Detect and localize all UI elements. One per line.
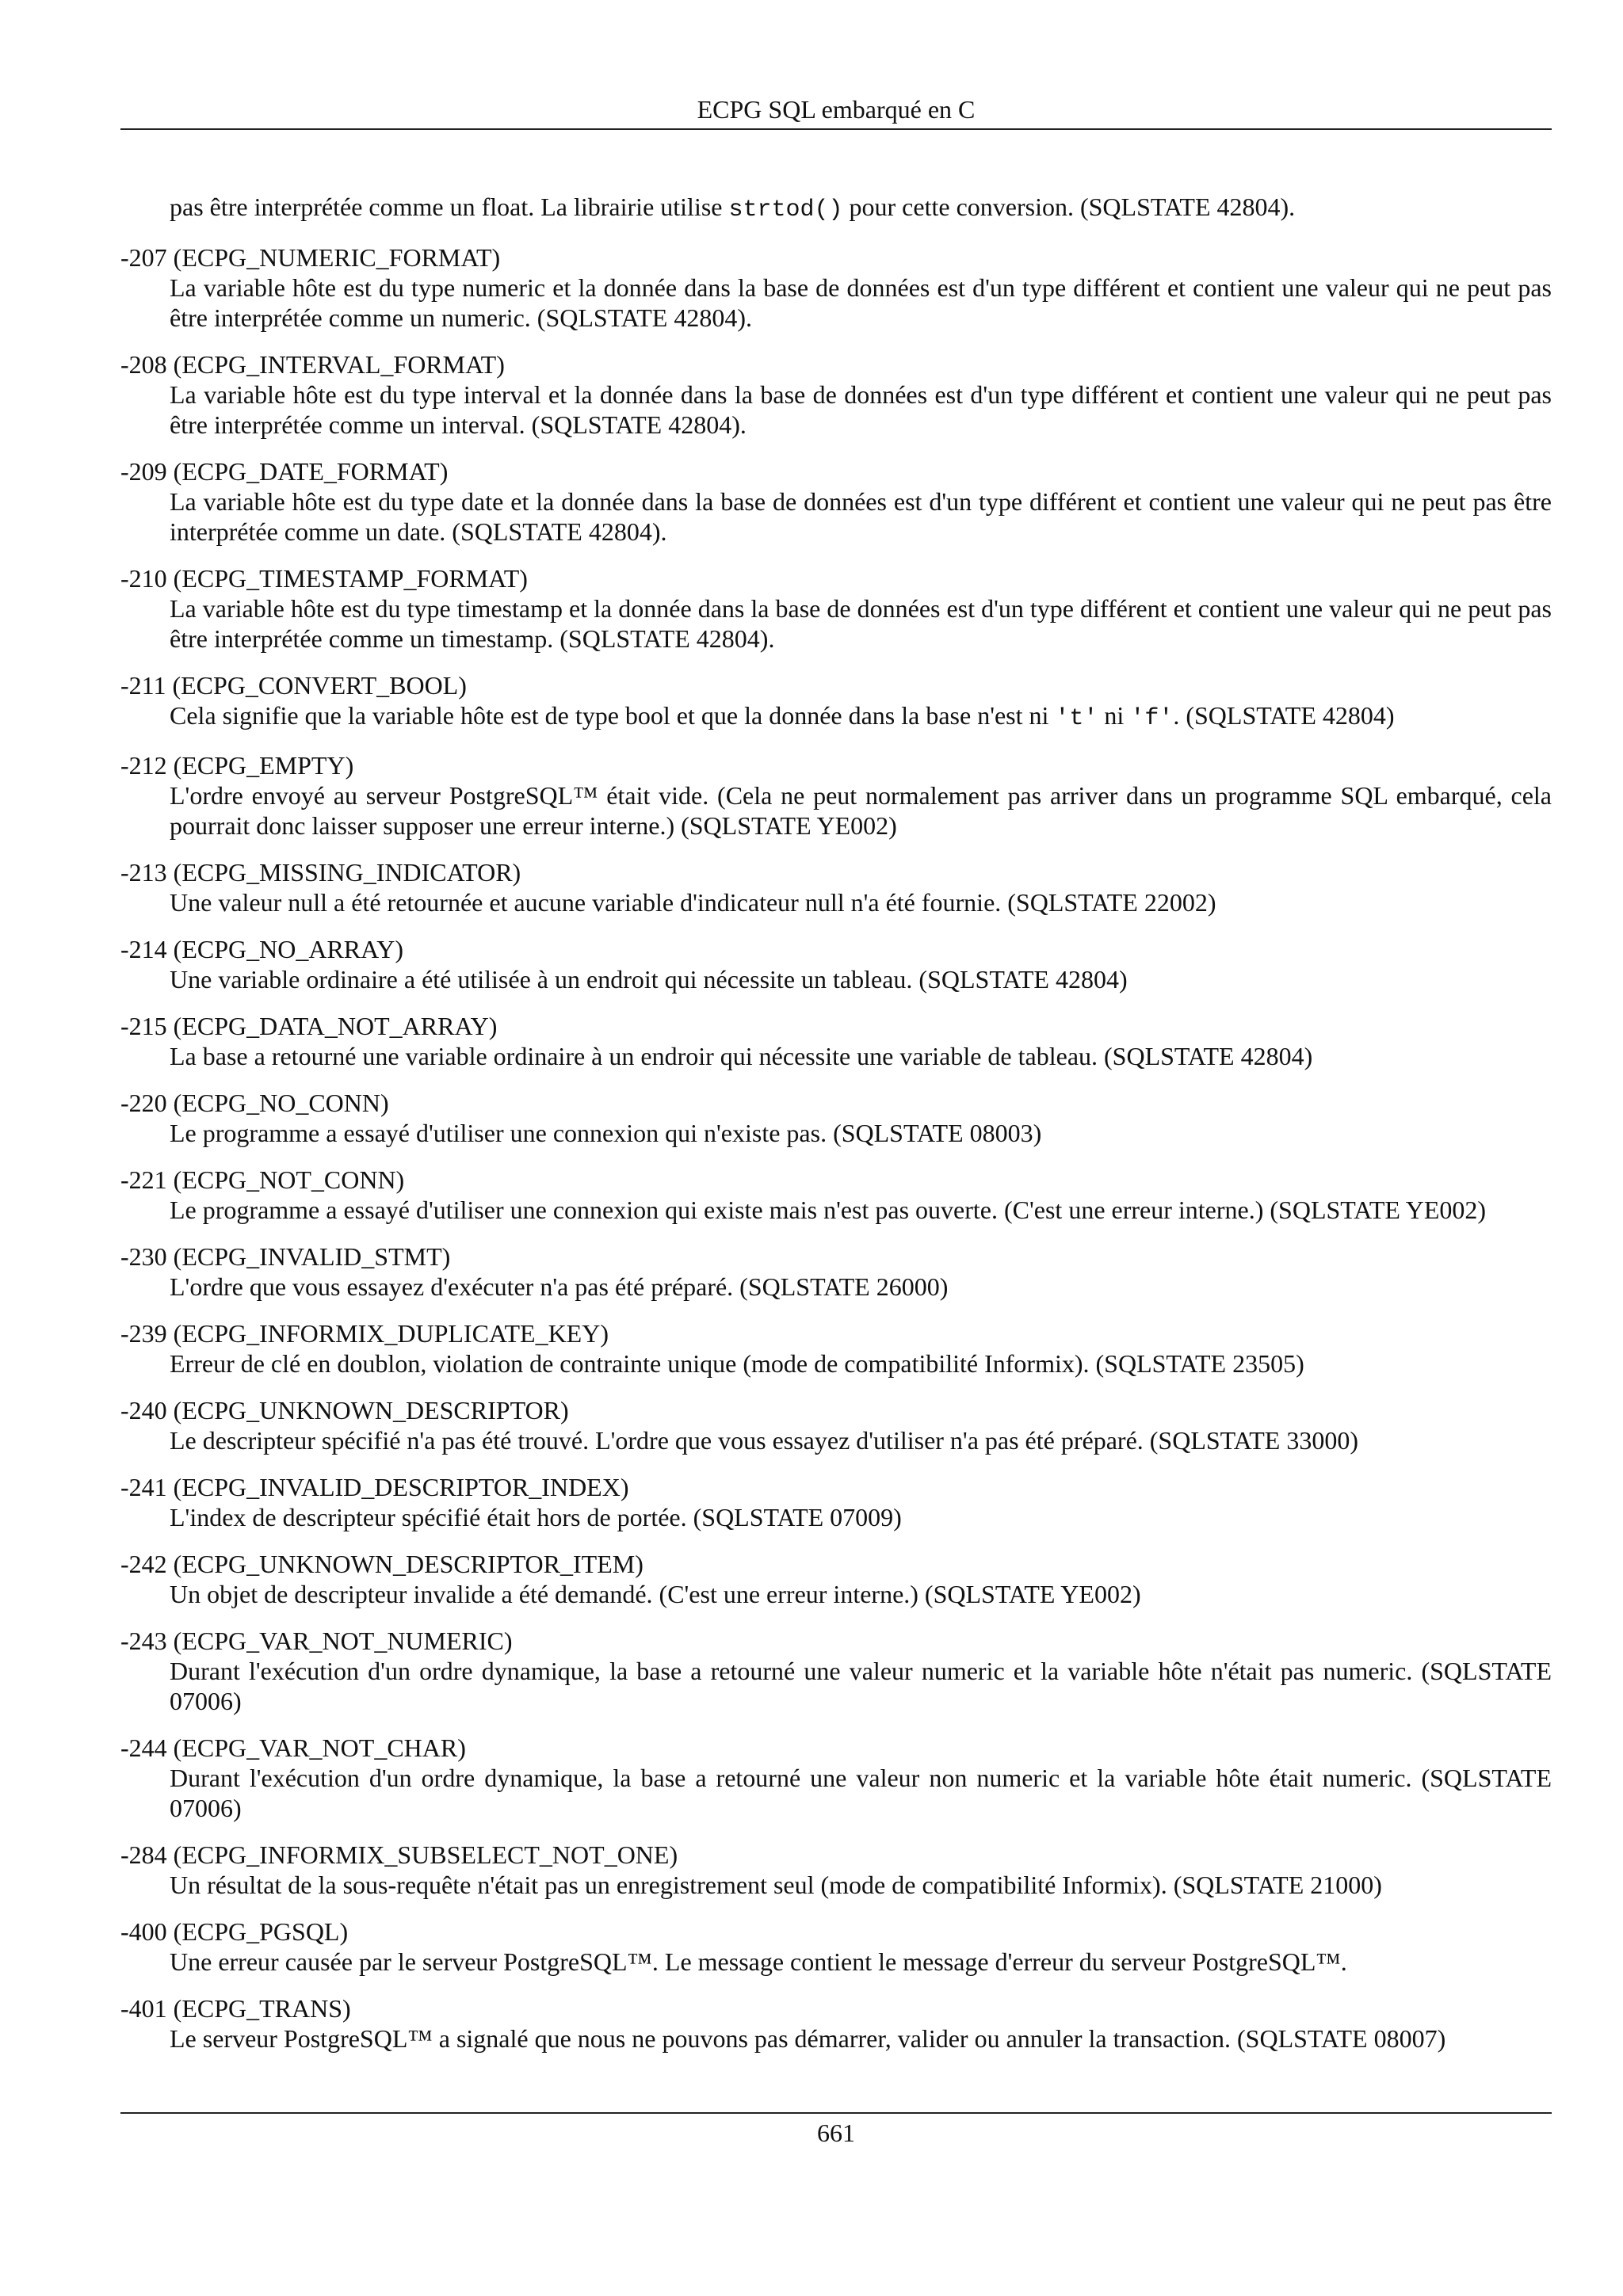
error-code-list	[120, 192, 1552, 2070]
error-code-term: -241 (ECPG_INVALID_DESCRIPTOR_INDEX)	[120, 1473, 629, 1501]
error-code-description: Le programme a essayé d'utiliser une connexion qui existe mais n'est pas ouverte. (C'est une erreur interne.) (SQLSTATE YE002)	[170, 1196, 1487, 1224]
page-number: 661	[817, 2119, 855, 2147]
error-code-description: Cela signifie que la variable hôte est de type bool et que la donnée dans la base n'est ni 't' ni 'f'. (SQLSTATE 42804)	[170, 701, 1395, 732]
error-code-term: -210 (ECPG_TIMESTAMP_FORMAT)	[120, 564, 528, 593]
error-code-term: -400 (ECPG_PGSQL)	[120, 1917, 349, 1946]
entry-221	[120, 1165, 1552, 1225]
header-rule	[120, 128, 1552, 130]
entry-244	[120, 1733, 1552, 1823]
entry-212	[120, 750, 1552, 841]
error-code-term: -401 (ECPG_TRANS)	[120, 1994, 351, 2023]
error-code-description: Le programme a essayé d'utiliser une connexion qui n'existe pas. (SQLSTATE 08003)	[170, 1119, 1042, 1147]
error-code-term: -242 (ECPG_UNKNOWN_DESCRIPTOR_ITEM)	[120, 1550, 643, 1578]
error-code-description: Le descripteur spécifié n'a pas été trouvé. L'ordre que vous essayez d'utiliser n'a pas été préparé. (SQLSTATE 33000)	[170, 1426, 1358, 1455]
error-code-description: La variable hôte est du type date et la donnée dans la base de données est d'un type différent et contient une valeur qui ne peut pas être interprétée comme un date. (SQLSTATE 42804).	[170, 487, 1552, 546]
entry-213	[120, 857, 1552, 917]
entry-240	[120, 1395, 1552, 1455]
error-code-term: -240 (ECPG_UNKNOWN_DESCRIPTOR)	[120, 1396, 569, 1425]
error-code-term: -209 (ECPG_DATE_FORMAT)	[120, 457, 449, 486]
error-code-description: L'ordre que vous essayez d'exécuter n'a pas été préparé. (SQLSTATE 26000)	[170, 1272, 949, 1301]
entry-207	[120, 242, 1552, 333]
error-code-description: L'index de descripteur spécifié était hors de portée. (SQLSTATE 07009)	[170, 1503, 902, 1531]
entry-401	[120, 1993, 1552, 2054]
error-code-term: -214 (ECPG_NO_ARRAY)	[120, 935, 404, 963]
error-code-description: La variable hôte est du type interval et la donnée dans la base de données est d'un type différent et contient une valeur qui ne peut pas être interprétée comme un interval. (SQLSTATE 42804).	[170, 380, 1552, 439]
error-code-term: -244 (ECPG_VAR_NOT_CHAR)	[120, 1733, 466, 1762]
error-code-term: -239 (ECPG_INFORMIX_DUPLICATE_KEY)	[120, 1319, 609, 1348]
error-code-description: Durant l'exécution d'un ordre dynamique, la base a retourné une valeur numeric et la variable hôte n'était pas numeric. (SQLSTATE 07006)	[170, 1657, 1552, 1715]
error-code-term: -221 (ECPG_NOT_CONN)	[120, 1165, 405, 1194]
error-code-description: Le serveur PostgreSQL™ a signalé que nous ne pouvons pas démarrer, valider ou annuler la transaction. (SQLSTATE 08007)	[170, 2024, 1446, 2053]
error-code-term: -284 (ECPG_INFORMIX_SUBSELECT_NOT_ONE)	[120, 1840, 678, 1869]
running-header: ECPG SQL embarqué en C	[697, 95, 976, 124]
entry-230	[120, 1241, 1552, 1302]
error-code-description: Une variable ordinaire a été utilisée à un endroit qui nécessite un tableau. (SQLSTATE 42804)	[170, 965, 1128, 994]
entry-208	[120, 349, 1552, 440]
entry-241	[120, 1472, 1552, 1532]
inline-code: strtod()	[728, 196, 843, 223]
error-code-description: Durant l'exécution d'un ordre dynamique, la base a retourné une valeur non numeric et la variable hôte était numeric. (SQLSTATE 07006)	[170, 1764, 1552, 1822]
continued-paragraph: pas être interprétée comme un float. La librairie utilise strtod() pour cette conversion. (SQLSTATE 42804).	[170, 193, 1296, 223]
entry-214	[120, 934, 1552, 994]
inline-code: 't'	[1055, 705, 1098, 732]
entry-243	[120, 1626, 1552, 1716]
entry-239	[120, 1318, 1552, 1379]
entry-210	[120, 563, 1552, 654]
entry-211	[120, 670, 1552, 734]
entry-400	[120, 1917, 1552, 1977]
error-code-description: L'ordre envoyé au serveur PostgreSQL™ était vide. (Cela ne peut normalement pas arriver dans un programme SQL embarqué, cela pourrait donc laisser supposer une erreur interne.) (SQLSTATE YE002)	[170, 781, 1552, 840]
footer-rule	[120, 2112, 1552, 2114]
error-code-description: Une valeur null a été retournée et aucune variable d'indicateur null n'a été fournie. (SQLSTATE 22002)	[170, 888, 1216, 917]
entry-242	[120, 1549, 1552, 1609]
error-code-description: La variable hôte est du type numeric et la donnée dans la base de données est d'un type différent et contient une valeur qui ne peut pas être interprétée comme un numeric. (SQLSTATE 42804).	[170, 273, 1552, 332]
entry-284	[120, 1840, 1552, 1900]
error-code-term: -211 (ECPG_CONVERT_BOOL)	[120, 671, 467, 700]
error-code-term: -212 (ECPG_EMPTY)	[120, 751, 354, 780]
error-code-term: -215 (ECPG_DATA_NOT_ARRAY)	[120, 1012, 498, 1040]
entry-209	[120, 456, 1552, 547]
inline-code: 'f'	[1130, 705, 1174, 732]
error-code-description: Un résultat de la sous-requête n'était pas un enregistrement seul (mode de compatibilité Informix). (SQLSTATE 21000)	[170, 1871, 1382, 1899]
error-code-term: -213 (ECPG_MISSING_INDICATOR)	[120, 858, 521, 887]
error-code-term: -208 (ECPG_INTERVAL_FORMAT)	[120, 350, 505, 379]
error-code-term: -220 (ECPG_NO_CONN)	[120, 1089, 389, 1117]
error-code-term: -207 (ECPG_NUMERIC_FORMAT)	[120, 243, 501, 272]
entry-220	[120, 1088, 1552, 1148]
error-code-term: -243 (ECPG_VAR_NOT_NUMERIC)	[120, 1627, 513, 1655]
entry-215	[120, 1011, 1552, 1071]
error-code-description: Un objet de descripteur invalide a été demandé. (C'est une erreur interne.) (SQLSTATE YE002)	[170, 1580, 1141, 1608]
error-code-description: La base a retourné une variable ordinaire à un endroir qui nécessite une variable de tableau. (SQLSTATE 42804)	[170, 1042, 1313, 1070]
error-code-term: -230 (ECPG_INVALID_STMT)	[120, 1242, 451, 1271]
error-code-description: Erreur de clé en doublon, violation de contrainte unique (mode de compatibilité Informix). (SQLSTATE 23505)	[170, 1349, 1304, 1378]
error-code-description: La variable hôte est du type timestamp et la donnée dans la base de données est d'un type différent et contient une valeur qui ne peut pas être interprétée comme un timestamp. (SQLSTATE 42804).	[170, 594, 1552, 653]
error-code-description: Une erreur causée par le serveur PostgreSQL™. Le message contient le message d'erreur du serveur PostgreSQL™.	[170, 1947, 1347, 1976]
